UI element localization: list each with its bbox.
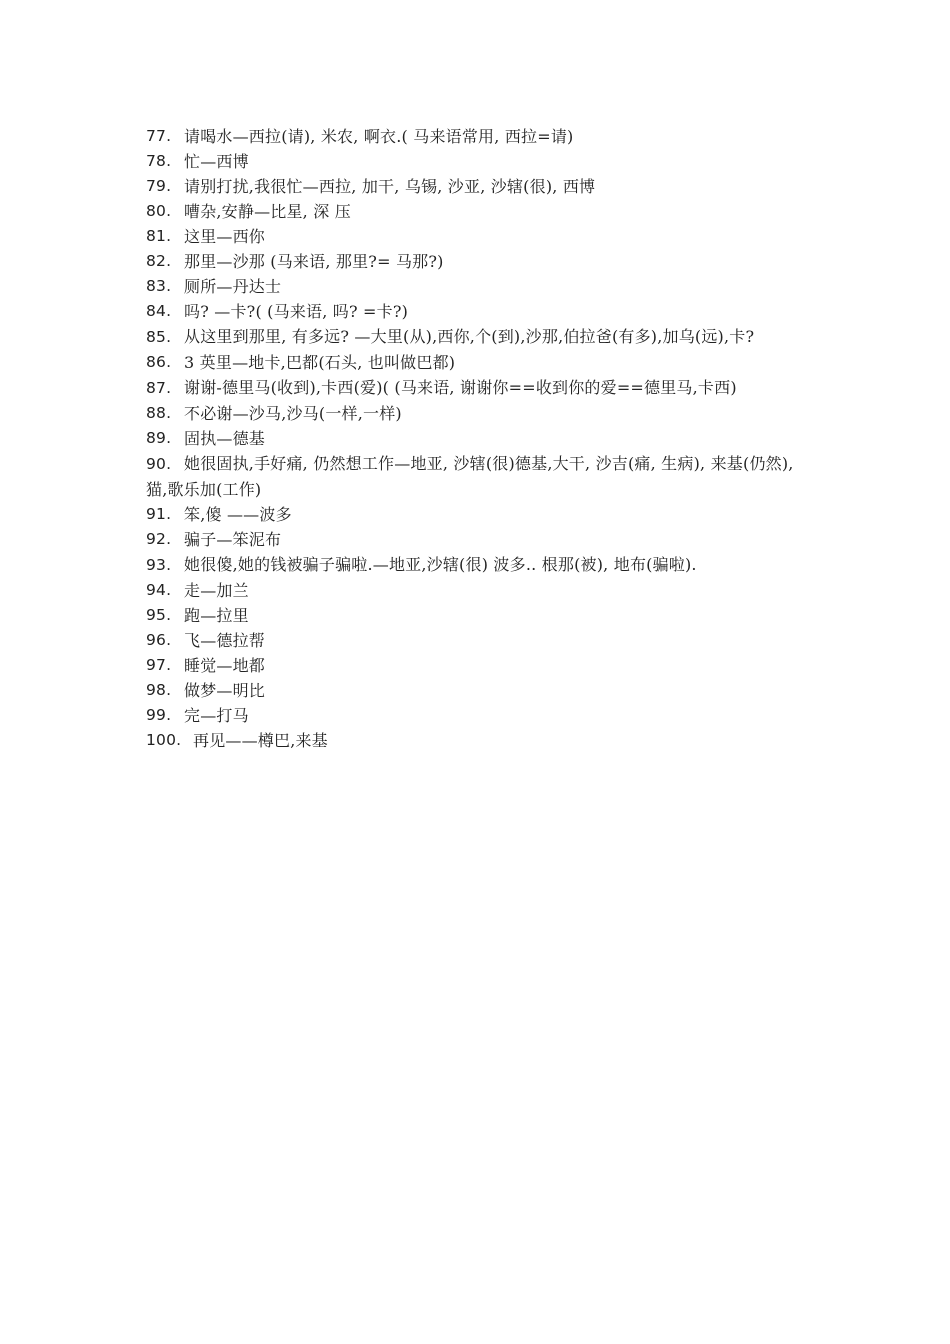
item-text: 谢谢-德里马(收到),卡西(爱)( (马来语, 谢谢你==收到你的爱==德里马,卡西) bbox=[184, 378, 737, 397]
list-item bbox=[146, 527, 810, 552]
item-number: 96. bbox=[146, 631, 172, 649]
list-item bbox=[146, 324, 810, 350]
item-number: 77. bbox=[146, 127, 172, 145]
item-text: 这里—西你 bbox=[184, 227, 266, 246]
list-item bbox=[146, 628, 810, 653]
item-text: 3 英里—地卡,巴都(石头, 也叫做巴都) bbox=[184, 353, 456, 372]
item-text: 骗子—笨泥布 bbox=[184, 530, 282, 549]
item-text: 再见——樽巴,来基 bbox=[193, 731, 328, 750]
list-item bbox=[146, 426, 810, 451]
list-item bbox=[146, 299, 810, 324]
item-text: 从这里到那里, 有多远? —大里(从),西你,个(到),沙那,伯拉爸(有多),加乌(远),卡? bbox=[184, 327, 755, 346]
item-text: 笨,傻 ——波多 bbox=[184, 505, 292, 524]
list-item bbox=[146, 224, 810, 249]
item-text: 吗? —卡?( (马来语, 吗? =卡?) bbox=[184, 302, 409, 321]
list-item bbox=[146, 199, 810, 224]
item-number: 93. bbox=[146, 556, 172, 574]
item-text: 请别打扰,我很忙—西拉, 加干, 乌锡, 沙亚, 沙辖(很), 西博 bbox=[184, 177, 596, 196]
item-number: 87. bbox=[146, 379, 172, 397]
list-item bbox=[146, 249, 810, 274]
item-number: 85. bbox=[146, 328, 172, 346]
list-item bbox=[146, 728, 810, 753]
item-text: 睡觉—地都 bbox=[184, 656, 266, 675]
item-number: 80. bbox=[146, 202, 172, 220]
item-text: 她很固执,手好痛, 仍然想工作—地亚, 沙辖(很)德基,大干, 沙吉(痛, 生病), 来基(仍然),猫,歌乐加(工作) bbox=[146, 454, 794, 499]
item-text: 忙—西博 bbox=[184, 152, 249, 171]
list-item bbox=[146, 603, 810, 628]
item-number: 83. bbox=[146, 277, 172, 295]
list-item bbox=[146, 678, 810, 703]
list-item bbox=[146, 350, 810, 375]
list-item bbox=[146, 375, 810, 401]
list-item bbox=[146, 552, 810, 578]
item-text: 做梦—明比 bbox=[184, 681, 266, 700]
list-item bbox=[146, 502, 810, 527]
item-text: 那里—沙那 (马来语, 那里?= 马那?) bbox=[184, 252, 444, 271]
list-item bbox=[146, 578, 810, 603]
item-text: 固执—德基 bbox=[184, 429, 266, 448]
phrase-list bbox=[146, 124, 810, 753]
list-item bbox=[146, 703, 810, 728]
item-number: 92. bbox=[146, 530, 172, 548]
list-item bbox=[146, 274, 810, 299]
item-text: 她很傻,她的钱被骗子骗啦.—地亚,沙辖(很) 波多.. 根那(被), 地布(骗啦). bbox=[184, 555, 697, 574]
item-number: 81. bbox=[146, 227, 172, 245]
list-item bbox=[146, 653, 810, 678]
item-number: 90. bbox=[146, 455, 172, 473]
item-number: 89. bbox=[146, 429, 172, 447]
item-number: 84. bbox=[146, 302, 172, 320]
item-text: 走—加兰 bbox=[184, 581, 249, 600]
list-item bbox=[146, 149, 810, 174]
list-item bbox=[146, 401, 810, 426]
item-number: 98. bbox=[146, 681, 172, 699]
list-item bbox=[146, 174, 810, 199]
item-number: 86. bbox=[146, 353, 172, 371]
item-number: 91. bbox=[146, 505, 172, 523]
item-text: 飞—德拉帮 bbox=[184, 631, 266, 650]
item-text: 不必谢—沙马,沙马(一样,一样) bbox=[184, 404, 402, 423]
item-number: 100. bbox=[146, 731, 182, 749]
item-number: 97. bbox=[146, 656, 172, 674]
item-number: 99. bbox=[146, 706, 172, 724]
item-text: 嘈杂,安静—比星, 深 压 bbox=[184, 202, 351, 221]
item-text: 请喝水—西拉(请), 米农, 啊衣.( 马来语常用, 西拉=请) bbox=[184, 127, 574, 146]
item-number: 82. bbox=[146, 252, 172, 270]
item-number: 78. bbox=[146, 152, 172, 170]
item-number: 88. bbox=[146, 404, 172, 422]
item-number: 94. bbox=[146, 581, 172, 599]
item-text: 厕所—丹达士 bbox=[184, 277, 282, 296]
list-item bbox=[146, 124, 810, 149]
item-number: 79. bbox=[146, 177, 172, 195]
item-number: 95. bbox=[146, 606, 172, 624]
item-text: 跑—拉里 bbox=[184, 606, 249, 625]
list-item bbox=[146, 451, 810, 502]
item-text: 完—打马 bbox=[184, 706, 249, 725]
